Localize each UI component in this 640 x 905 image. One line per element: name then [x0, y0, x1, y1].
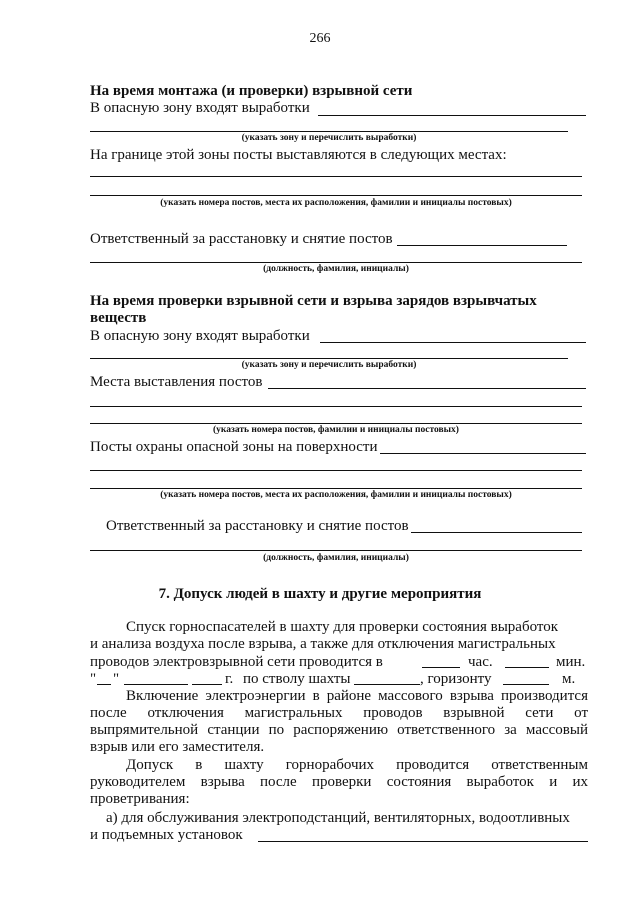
p3-line3: проветривания: [90, 791, 190, 807]
section2-danger-zone-caption: (указать зону и перечислить выработки) [241, 360, 417, 370]
p1-year-field[interactable] [192, 684, 222, 685]
section1-danger-zone-field-2[interactable] [90, 131, 568, 132]
p1-hours-label: час. [468, 654, 493, 670]
section2-surface-label: Посты охраны опасной зоны на поверхности [90, 439, 378, 455]
section2-heading-line1: На время проверки взрывной сети и взрыва зарядов взрывчатых [90, 293, 537, 309]
p4-line1: а) для обслуживания электроподстанций, вентиляторных, водоотливных [106, 810, 570, 826]
p1-quote-open: " [90, 671, 97, 687]
section2-posts-field-2[interactable] [90, 406, 582, 407]
p1-horizon-label: , горизонту [420, 671, 492, 687]
p1-year-label: г. [225, 671, 234, 687]
section2-surface-caption: (указать номера постов, места их расположения, фамилии и инициалы постовых) [160, 490, 512, 500]
section1-posts-field-2[interactable] [90, 195, 582, 196]
section1-posts-label: На границе этой зоны посты выставляются в следующих местах: [90, 147, 507, 163]
section1-responsible-label: Ответственный за расстановку и снятие постов [90, 231, 393, 247]
p1-line2: и анализа воздуха после взрыва, а также для отключения магистральных [90, 636, 556, 652]
p4-field[interactable] [258, 841, 588, 842]
section2-posts-label: Места выставления постов [90, 374, 263, 390]
section1-danger-zone-label: В опасную зону входят выработки [90, 100, 310, 116]
p1-line1: Спуск горноспасателей в шахту для проверки состояния выработок [126, 619, 559, 635]
section1-posts-caption: (указать номера постов, места их расположения, фамилии и инициалы постовых) [160, 198, 512, 208]
p2-line1: Включение электроэнергии в районе массового взрыва производится [126, 688, 588, 704]
section2-danger-zone-field-2[interactable] [90, 358, 568, 359]
p1-shaft-field[interactable] [354, 684, 420, 685]
section2-surface-field-3[interactable] [90, 488, 582, 489]
section1-danger-zone-field[interactable] [318, 115, 586, 116]
p1-horizon-field[interactable] [503, 684, 549, 685]
p3-line1: Допуск в шахту горнорабочих проводится ответственным [126, 757, 588, 773]
section1-danger-zone-caption: (указать зону и перечислить выработки) [241, 133, 417, 143]
page-number: 266 [309, 31, 331, 46]
p1-month-field[interactable] [124, 684, 188, 685]
p1-shaft-label: по стволу шахты [243, 671, 351, 687]
section1-posts-field-1[interactable] [90, 176, 582, 177]
section1-heading: На время монтажа (и проверки) взрывной сети [90, 83, 413, 99]
section1-responsible-caption: (должность, фамилия, инициалы) [263, 264, 409, 274]
p2-line4: взрыв или его заместителя. [90, 739, 265, 755]
section2-danger-zone-field[interactable] [320, 342, 586, 343]
p2-line3: выпрямительной станции по распоряжению ответственного за массовый [90, 722, 588, 738]
section2-responsible-caption: (должность, фамилия, инициалы) [263, 553, 409, 563]
section1-responsible-field[interactable] [397, 245, 567, 246]
p1-meters-label: м. [562, 671, 576, 687]
p1-hours-field[interactable] [422, 667, 460, 668]
p1-minutes-label: мин. [556, 654, 586, 670]
p1-day-field[interactable] [97, 684, 111, 685]
section2-heading-line2: веществ [90, 310, 147, 326]
section2-danger-zone-label: В опасную зону входят выработки [90, 328, 310, 344]
section2-posts-field[interactable] [268, 388, 586, 389]
p4-line2: и подъемных установок [90, 827, 243, 843]
p1-line3: проводов электровзрывной сети проводится в [90, 654, 383, 670]
p1-quote-close: " [113, 671, 120, 687]
p3-line2: руководителем взрыва после проверки состояния выработок и их [90, 774, 588, 790]
section2-posts-field-3[interactable] [90, 423, 582, 424]
section1-responsible-field-2[interactable] [90, 262, 582, 263]
section2-surface-field[interactable] [380, 453, 586, 454]
section2-posts-caption: (указать номера постов, фамилии и инициалы постовых) [213, 425, 459, 435]
p2-line2: после отключения магистральных проводов взрывной сети от [90, 705, 588, 721]
section2-responsible-label: Ответственный за расстановку и снятие постов [106, 518, 409, 534]
section2-responsible-field[interactable] [411, 532, 582, 533]
section2-surface-field-2[interactable] [90, 470, 582, 471]
section3-heading: 7. Допуск людей в шахту и другие мероприятия [158, 586, 482, 602]
section2-responsible-field-2[interactable] [90, 550, 582, 551]
p1-minutes-field[interactable] [505, 667, 549, 668]
